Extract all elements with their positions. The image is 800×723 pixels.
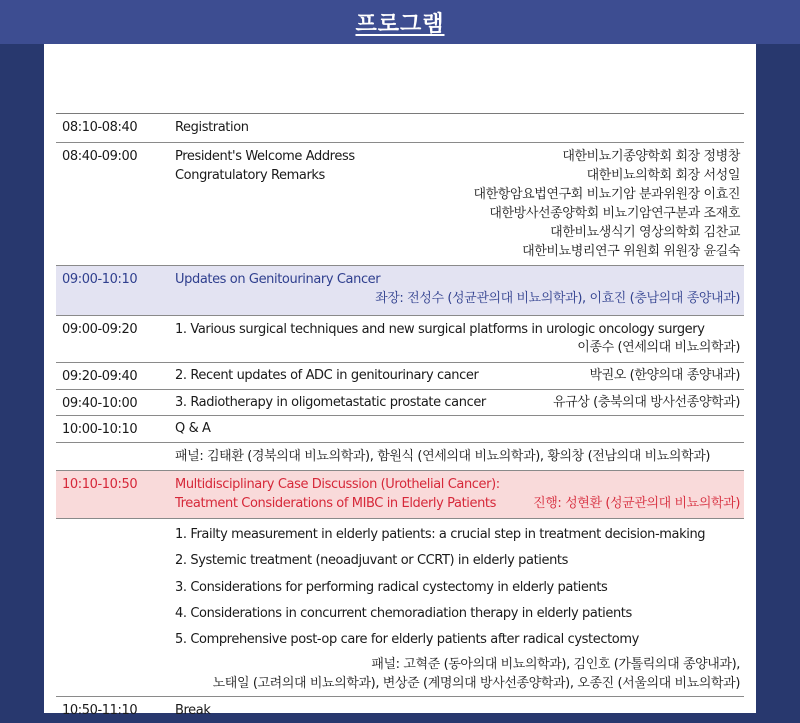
- chair-names: 좌장: 전성수 (성균관의대 비뇨의학과), 이효진 (충남의대 종양내과): [375, 291, 740, 306]
- panel-names: 패널: 고혁준 (동아의대 비뇨의학과), 김인호 (가톨릭의대 종양내과),: [371, 657, 740, 672]
- program-row-case-topics: [56, 519, 744, 697]
- panel-names: 패널: 김태환 (경북의대 비뇨의학과), 함원식 (연세의대 비뇨의학과), 황의창 (전남의대 비뇨의학과): [175, 449, 711, 464]
- panel-names: 노태일 (고려의대 비뇨의학과), 변상준 (계명의대 방사선종양학과), 오종진 (서울의대 비뇨의학과): [212, 676, 740, 691]
- time-cell: 09:40-10:00: [62, 396, 138, 411]
- speaker-name: 대한비뇨생식기 영상의학회 김찬교: [550, 225, 740, 240]
- page-title: 프로그램: [355, 11, 445, 37]
- time-cell: 08:40-09:00: [62, 149, 138, 164]
- topic-item: 3. Considerations for performing radical cystectomy in elderly patients: [175, 580, 608, 595]
- time-cell: 09:20-09:40: [62, 369, 138, 384]
- time-cell: 09:00-10:10: [62, 272, 138, 287]
- speaker-name: 대한항암요법연구회 비뇨기암 분과위원장 이효진: [473, 187, 740, 202]
- program-row-talk: [56, 363, 744, 390]
- speaker-name: 박권오 (한양의대 종양내과): [589, 368, 740, 383]
- session-title: Q & A: [175, 421, 211, 436]
- program-row-registration: [56, 114, 744, 143]
- time-cell: 10:10-10:50: [62, 477, 138, 492]
- session-title: Congratulatory Remarks: [175, 168, 325, 183]
- session-subtitle: Treatment Considerations of MIBC in Elderly Patients: [175, 496, 496, 511]
- speaker-name: 대한비뇨의학회 회장 서성일: [586, 168, 740, 183]
- program-row-welcome: [56, 143, 744, 266]
- topic-item: 2. Systemic treatment (neoadjuvant or CCRT) in elderly patients: [175, 553, 568, 568]
- talk-title: 3. Radiotherapy in oligometastatic prostate cancer: [175, 395, 486, 410]
- time-cell: 09:00-09:20: [62, 322, 138, 337]
- program-row-qa: [56, 416, 744, 443]
- session-title: Updates on Genitourinary Cancer: [175, 272, 381, 287]
- session-title: Break: [175, 703, 211, 718]
- time-cell: 10:00-10:10: [62, 422, 138, 437]
- header-banner: [0, 0, 800, 44]
- time-cell: 10:50-11:10: [62, 703, 138, 718]
- speaker-name: 대한비뇨병리연구 위원회 위원장 윤길숙: [522, 244, 740, 259]
- program-row-break: [56, 697, 744, 723]
- program-row-session-header: [56, 266, 744, 316]
- session-title: Multidisciplinary Case Discussion (Urothelial Cancer):: [175, 477, 500, 492]
- session-title: Registration: [175, 120, 249, 135]
- topic-item: 5. Comprehensive post-op care for elderly patients after radical cystectomy: [175, 632, 639, 647]
- speaker-name: 대한비뇨기종양학회 회장 정병창: [562, 149, 740, 164]
- speaker-name: 대한방사선종양학회 비뇨기암연구분과 조재호: [489, 206, 740, 221]
- speaker-name: 이종수 (연세의대 비뇨의학과): [577, 340, 740, 355]
- talk-title: 1. Various surgical techniques and new surgical platforms in urologic oncology surgery: [175, 322, 705, 337]
- program-panel: [44, 44, 756, 718]
- topic-item: 1. Frailty measurement in elderly patients: a crucial step in treatment decision-making: [175, 527, 706, 542]
- time-cell: 08:10-08:40: [62, 120, 138, 135]
- speaker-name: 유규상 (충북의대 방사선종양학과): [552, 395, 740, 410]
- program-row-panel: [56, 443, 744, 471]
- moderator-name: 진행: 성현환 (성균관의대 비뇨의학과): [533, 496, 740, 511]
- program-row-talk: [56, 390, 744, 416]
- program-row-talk: [56, 316, 744, 363]
- talk-title: 2. Recent updates of ADC in genitourinary cancer: [175, 368, 479, 383]
- topic-item: 4. Considerations in concurrent chemoradiation therapy in elderly patients: [175, 606, 632, 621]
- program-row-case-discussion: [56, 471, 744, 519]
- program-table: [56, 113, 744, 723]
- session-title: President's Welcome Address: [175, 149, 355, 164]
